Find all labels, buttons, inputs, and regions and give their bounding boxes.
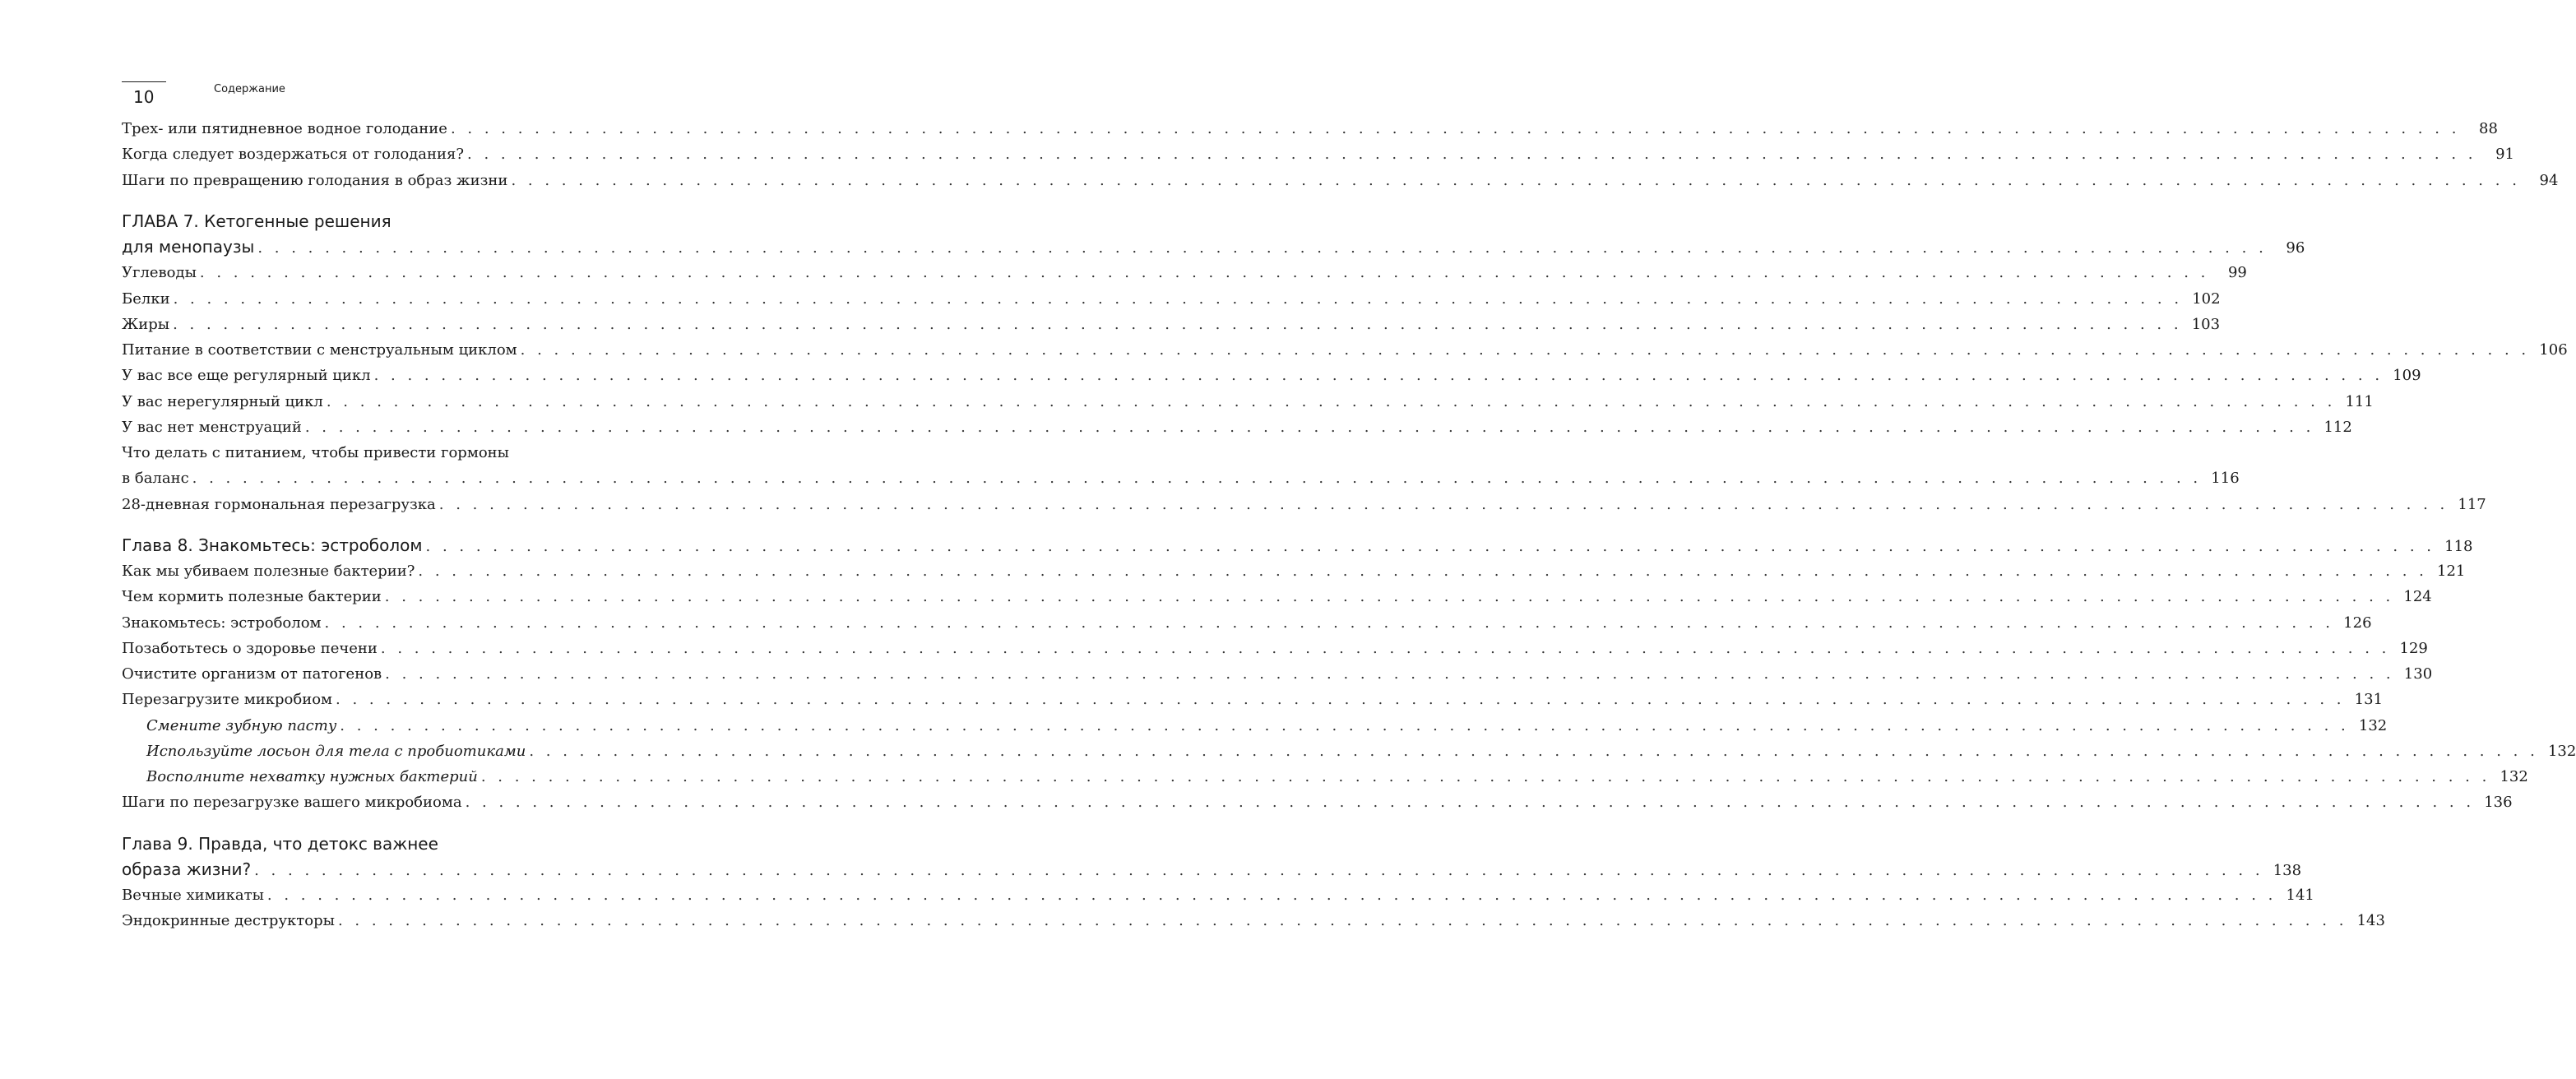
toc-dot-leader: . . . . . . . . . . . . . . . . . . . . . . . . . . . . . . . . . . . . . . . . . . . . . . . . . . . . . . . . . . . . . . . . . . . . . . . . . . . . . . . . . . . . . . . . . . . . . . . . . . . . . . . . . . . . . . . . . . . . . . . . (336, 691, 2346, 709)
toc-page-number: 116 (2211, 470, 2240, 488)
header-rule (122, 81, 166, 82)
toc-page-number: 131 (2354, 691, 2384, 709)
toc-page-number: 103 (2191, 315, 2221, 333)
toc-entry (122, 882, 2314, 908)
toc-entry (122, 168, 2559, 193)
toc-entry (122, 363, 2421, 388)
toc-page-number: 124 (2403, 588, 2432, 606)
toc-dot-leader: . . . . . . . . . . . . . . . . . . . . . . . . . . . . . . . . . . . . . . . . . . . . . . . . . . . . . . . . . . . . . . . . . . . . . . . . . . . . . . . . . . . . . . . . . . . . . . . . . . . . . . . . . . . . . . . . . . . . . . . . (266, 887, 2277, 904)
toc-dot-leader: . . . . . . . . . . . . . . . . . . . . . . . . . . . . . . . . . . . . . . . . . . . . . . . . . . . . . . . . . . . . . . . . . . . . . . . . . . . . . . . . . . . . . . . . . . . . . . . . . . . . . . . . . . . . . . . . . . . . . . . . (425, 537, 2435, 555)
toc-entry-title: Используйте лосьон для тела с пробиотиками (146, 742, 526, 760)
toc-entry (122, 440, 612, 465)
toc-page-number: 118 (2444, 537, 2473, 555)
toc-entry (122, 337, 2568, 363)
toc-subentry (122, 764, 2528, 790)
page-number: 10 (133, 87, 155, 107)
toc-dot-leader: . . . . . . . . . . . . . . . . . . . . . . . . . . . . . . . . . . . . . . . . . . . . . . . . . . . . . . . . . . . . . . . . . . . . . . . . . . . . . . . . . . . . . . . . . . . . . . . . . . . . . . . . . . . . . . . . . . . . . . . . (192, 470, 2202, 488)
toc-entry-title: образа жизни? (122, 859, 252, 879)
toc-page-number: 88 (2479, 120, 2498, 137)
toc-dot-leader: . . . . . . . . . . . . . . . . . . . . . . . . . . . . . . . . . . . . . . . . . . . . . . . . . . . . . . . . . . . . . . . . . . . . . . . . . . . . . . . . . . . . . . . . . . . . . . . . . . . . . . . . . . . . . . . . . . . . . . . . (418, 563, 2428, 580)
toc-page-number: 143 (2356, 912, 2385, 930)
toc-entry-title: У вас все еще регулярный цикл (122, 367, 371, 385)
toc-dot-leader: . . . . . . . . . . . . . . . . . . . . . . . . . . . . . . . . . . . . . . . . . . . . . . . . . . . . . . . . . . . . . . . . . . . . . . . . . . . . . . . . . . . . . . . . . . . . . . . . . . . . . . . . . . . . . . . . . . . . . . . . (257, 239, 2268, 257)
toc-page-number: 126 (2343, 614, 2372, 632)
toc-entry (122, 414, 2352, 440)
toc-page-number: 99 (2227, 264, 2247, 282)
toc-entry (122, 465, 2240, 491)
toc-page-number: 129 (2399, 639, 2428, 657)
toc-page-number: 130 (2403, 665, 2433, 683)
toc-entry-title: Позаботьтесь о здоровье печени (122, 639, 378, 657)
toc-entry-title: Шаги по перезагрузке вашего микробиома (122, 794, 462, 812)
toc-entry (122, 636, 2428, 661)
toc-entry (122, 260, 2247, 285)
toc-dot-leader: . . . . . . . . . . . . . . . . . . . . . . . . . . . . . . . . . . . . . . . . . . . . . . . . . . . . . . . . . . . . . . . . . . . . . . . . . . . . . . . . . . . . . . . . . . . . . . . . . . . . . . . . . . . . . . . . . . . . . . . . (450, 120, 2460, 137)
toc-dot-leader: . . . . . . . . . . . . . . . . . . . . . . . . . . . . . . . . . . . . . . . . . . . . . . . . . . . . . . . . . . . . . . . . . . . . . . . . . . . . . . . . . . . . . . . . . . . . . . . . . . . . . . . . . . . . . . . . . . . . . . . . (199, 264, 2209, 282)
toc-entry-title: Шаги по превращению голодания в образ жизни (122, 171, 508, 189)
toc-entry-title: Глава 9. Правда, что детокс важнее (122, 833, 438, 854)
toc-entry-title: Что делать с питанием, чтобы привести гормоны (122, 444, 509, 461)
toc-dot-leader: . . . . . . . . . . . . . . . . . . . . . . . . . . . . . . . . . . . . . . . . . . . . . . . . . . . . . . . . . . . . . . . . . . . . . . . . . . . . . . . . . . . . . . . . . . . . . . . . . . . . . . . . . . . . . . . . . . . . . . . . (511, 171, 2521, 189)
toc-entry (122, 610, 2372, 636)
toc-page-number: 94 (2539, 171, 2559, 189)
toc-dot-leader: . . . . . . . . . . . . . . . . . . . . . . . . . . . . . . . . . . . . . . . . . . . . . . . . . . . . . . . . . . . . . . . . . . . . . . . . . . . . . . . . . . . . . . . . . . . . . . . . . . . . . . . . . . . . . . . . . . . . . . . . (324, 614, 2334, 632)
toc-dot-leader: . . . . . . . . . . . . . . . . . . . . . . . . . . . . . . . . . . . . . . . . . . . . . . . . . . . . . . . . . . . . . . . . . . . . . . . . . . . . . . . . . . . . . . . . . . . . . . . . . . . . . . . . . . . . . . . . . . . . . . . . (254, 861, 2264, 879)
toc-chapter-heading (122, 533, 2473, 558)
toc-dot-leader: . . . . . . . . . . . . . . . . . . . . . . . . . . . . . . . . . . . . . . . . . . . . . . . . . . . . . . . . . . . . . . . . . . . . . . . . . . . . . . . . . . . . . . . . . . . . . . . . . . . . . . . . . . . . . . . . . . . . . . . . (340, 716, 2350, 734)
toc-page-number: 132 (2547, 742, 2576, 760)
toc-entry-title: Знакомьтесь: эстроболом (122, 614, 322, 632)
toc-entry (122, 661, 2433, 687)
toc-entry (122, 687, 2384, 712)
toc-entry-title: У вас нет менструаций (122, 418, 302, 436)
toc-dot-leader: . . . . . . . . . . . . . . . . . . . . . . . . . . . . . . . . . . . . . . . . . . . . . . . . . . . . . . . . . . . . . . . . . . . . . . . . . . . . . . . . . . . . . . . . . . . . . . . . . . . . . . . . . . . . . . . . . . . . . . . . (467, 146, 2477, 164)
toc-entry-title: Перезагрузите микробиом (122, 691, 333, 709)
toc-entry-title: Очистите организм от патогенов (122, 665, 382, 683)
toc-page-number: 111 (2345, 392, 2374, 410)
toc-page-number: 109 (2393, 367, 2421, 385)
toc-page-number: 132 (2358, 716, 2388, 734)
toc-page-number: 91 (2495, 146, 2515, 164)
toc-dot-leader: . . . . . . . . . . . . . . . . . . . . . . . . . . . . . . . . . . . . . . . . . . . . . . . . . . . . . . . . . . . . . . . . . . . . . . . . . . . . . . . . . . . . . . . . . . . . . . . . . . . . . . . . . . . . . . . . . . . . . . . . (380, 639, 2390, 657)
toc-dot-leader: . . . . . . . . . . . . . . . . . . . . . . . . . . . . . . . . . . . . . . . . . . . . . . . . . . . . . . . . . . . . . . . . . . . . . . . . . . . . . . . . . . . . . . . . . . . . . . . . . . . . . . . . . . . . . . . . . . . . . . . . (520, 341, 2530, 359)
toc-entry-title: Трех- или пятидневное водное голодание (122, 120, 447, 137)
toc-dot-leader: . . . . . . . . . . . . . . . . . . . . . . . . . . . . . . . . . . . . . . . . . . . . . . . . . . . . . . . . . . . . . . . . . . . . . . . . . . . . . . . . . . . . . . . . . . . . . . . . . . . . . . . . . . . . . . . . . . . . . . . . (465, 794, 2475, 812)
toc-page-number: 138 (2273, 861, 2302, 879)
toc-entry-title: Углеводы (122, 264, 197, 282)
toc-dot-leader: . . . . . . . . . . . . . . . . . . . . . . . . . . . . . . . . . . . . . . . . . . . . . . . . . . . . . . . . . . . . . . . . . . . . . . . . . . . . . . . . . . . . . . . . . . . . . . . . . . . . . . . . . . . . . . . . . . . . . . . . (438, 495, 2449, 513)
toc-entry-title: Жиры (122, 315, 170, 333)
toc-entry-title: 28-дневная гормональная перезагрузка (122, 495, 436, 513)
toc-entry-title: в баланс (122, 470, 189, 488)
toc-entry (122, 558, 2466, 584)
toc-entry-title: Глава 8. Знакомьтесь: эстроболом (122, 535, 423, 555)
toc-chapter-heading (122, 831, 612, 857)
toc-entry-title: ГЛАВА 7. Кетогенные решения (122, 211, 391, 231)
toc-entry-title: Смените зубную пасту (146, 716, 337, 734)
toc-dot-leader: . . . . . . . . . . . . . . . . . . . . . . . . . . . . . . . . . . . . . . . . . . . . . . . . . . . . . . . . . . . . . . . . . . . . . . . . . . . . . . . . . . . . . . . . . . . . . . . . . . . . . . . . . . . . . . . . . . . . . . . . (529, 742, 2539, 760)
toc-dot-leader: . . . . . . . . . . . . . . . . . . . . . . . . . . . . . . . . . . . . . . . . . . . . . . . . . . . . . . . . . . . . . . . . . . . . . . . . . . . . . . . . . . . . . . . . . . . . . . . . . . . . . . . . . . . . . . . . . . . . . . . . (373, 367, 2384, 385)
toc-subentry (122, 713, 2388, 739)
toc-page-number: 112 (2323, 418, 2352, 436)
page-header (122, 81, 615, 114)
toc-dot-leader: . . . . . . . . . . . . . . . . . . . . . . . . . . . . . . . . . . . . . . . . . . . . . . . . . . . . . . . . . . . . . . . . . . . . . . . . . . . . . . . . . . . . . . . . . . . . . . . . . . . . . . . . . . . . . . . . . . . . . . . . (173, 315, 2183, 333)
toc-entry (122, 312, 2221, 337)
toc-dot-leader: . . . . . . . . . . . . . . . . . . . . . . . . . . . . . . . . . . . . . . . . . . . . . . . . . . . . . . . . . . . . . . . . . . . . . . . . . . . . . . . . . . . . . . . . . . . . . . . . . . . . . . . . . . . . . . . . . . . . . . . . (480, 768, 2490, 785)
toc-entry-title: Вечные химикаты (122, 887, 264, 904)
toc-chapter-heading (122, 234, 2305, 260)
toc-page-number: 102 (2192, 289, 2221, 308)
toc-entry-title: Как мы убиваем полезные бактерии? (122, 563, 415, 580)
running-title: Содержание (214, 83, 285, 95)
toc-dot-leader: . . . . . . . . . . . . . . . . . . . . . . . . . . . . . . . . . . . . . . . . . . . . . . . . . . . . . . . . . . . . . . . . . . . . . . . . . . . . . . . . . . . . . . . . . . . . . . . . . . . . . . . . . . . . . . . . . . . . . . . . (326, 392, 2336, 410)
toc-page-number: 106 (2539, 341, 2568, 359)
toc-page-number: 136 (2484, 794, 2513, 812)
toc-chapter-heading (122, 857, 2302, 882)
toc-entry (122, 492, 2486, 517)
toc-dot-leader: . . . . . . . . . . . . . . . . . . . . . . . . . . . . . . . . . . . . . . . . . . . . . . . . . . . . . . . . . . . . . . . . . . . . . . . . . . . . . . . . . . . . . . . . . . . . . . . . . . . . . . . . . . . . . . . . . . . . . . . . (385, 665, 2395, 683)
toc-entry-title: Чем кормить полезные бактерии (122, 588, 382, 606)
toc-entry-title: Белки (122, 289, 170, 308)
toc-entry-title: Когда следует воздержаться от голодания? (122, 146, 465, 164)
toc-page-number: 121 (2437, 563, 2466, 580)
toc-entry (122, 286, 2221, 312)
toc-entry (122, 908, 2385, 933)
table-of-contents (122, 116, 2576, 934)
toc-page-number: 117 (2458, 495, 2486, 513)
toc-entry (122, 790, 2513, 815)
toc-page-number: 96 (2286, 239, 2305, 257)
toc-page-number: 141 (2286, 887, 2314, 904)
toc-entry-title: Питание в соответствии с менструальным циклом (122, 341, 517, 359)
toc-dot-leader: . . . . . . . . . . . . . . . . . . . . . . . . . . . . . . . . . . . . . . . . . . . . . . . . . . . . . . . . . . . . . . . . . . . . . . . . . . . . . . . . . . . . . . . . . . . . . . . . . . . . . . . . . . . . . . . . . . . . . . . . (173, 289, 2183, 308)
toc-entry (122, 116, 2498, 141)
toc-dot-leader: . . . . . . . . . . . . . . . . . . . . . . . . . . . . . . . . . . . . . . . . . . . . . . . . . . . . . . . . . . . . . . . . . . . . . . . . . . . . . . . . . . . . . . . . . . . . . . . . . . . . . . . . . . . . . . . . . . . . . . . . (304, 418, 2314, 436)
toc-entry-title: У вас нерегулярный цикл (122, 392, 323, 410)
toc-entry-title: Эндокринные деструкторы (122, 912, 335, 930)
toc-subentry (122, 739, 2576, 764)
toc-entry (122, 141, 2515, 167)
toc-entry-title: Восполните нехватку нужных бактерий (146, 768, 478, 785)
toc-entry (122, 389, 2374, 414)
toc-dot-leader: . . . . . . . . . . . . . . . . . . . . . . . . . . . . . . . . . . . . . . . . . . . . . . . . . . . . . . . . . . . . . . . . . . . . . . . . . . . . . . . . . . . . . . . . . . . . . . . . . . . . . . . . . . . . . . . . . . . . . . . . (384, 588, 2394, 606)
toc-entry (122, 584, 2432, 609)
toc-chapter-heading (122, 209, 612, 234)
toc-dot-leader: . . . . . . . . . . . . . . . . . . . . . . . . . . . . . . . . . . . . . . . . . . . . . . . . . . . . . . . . . . . . . . . . . . . . . . . . . . . . . . . . . . . . . . . . . . . . . . . . . . . . . . . . . . . . . . . . . . . . . . . . (337, 912, 2347, 930)
toc-page-number: 132 (2500, 768, 2528, 785)
toc-entry-title: для менопаузы (122, 237, 255, 257)
